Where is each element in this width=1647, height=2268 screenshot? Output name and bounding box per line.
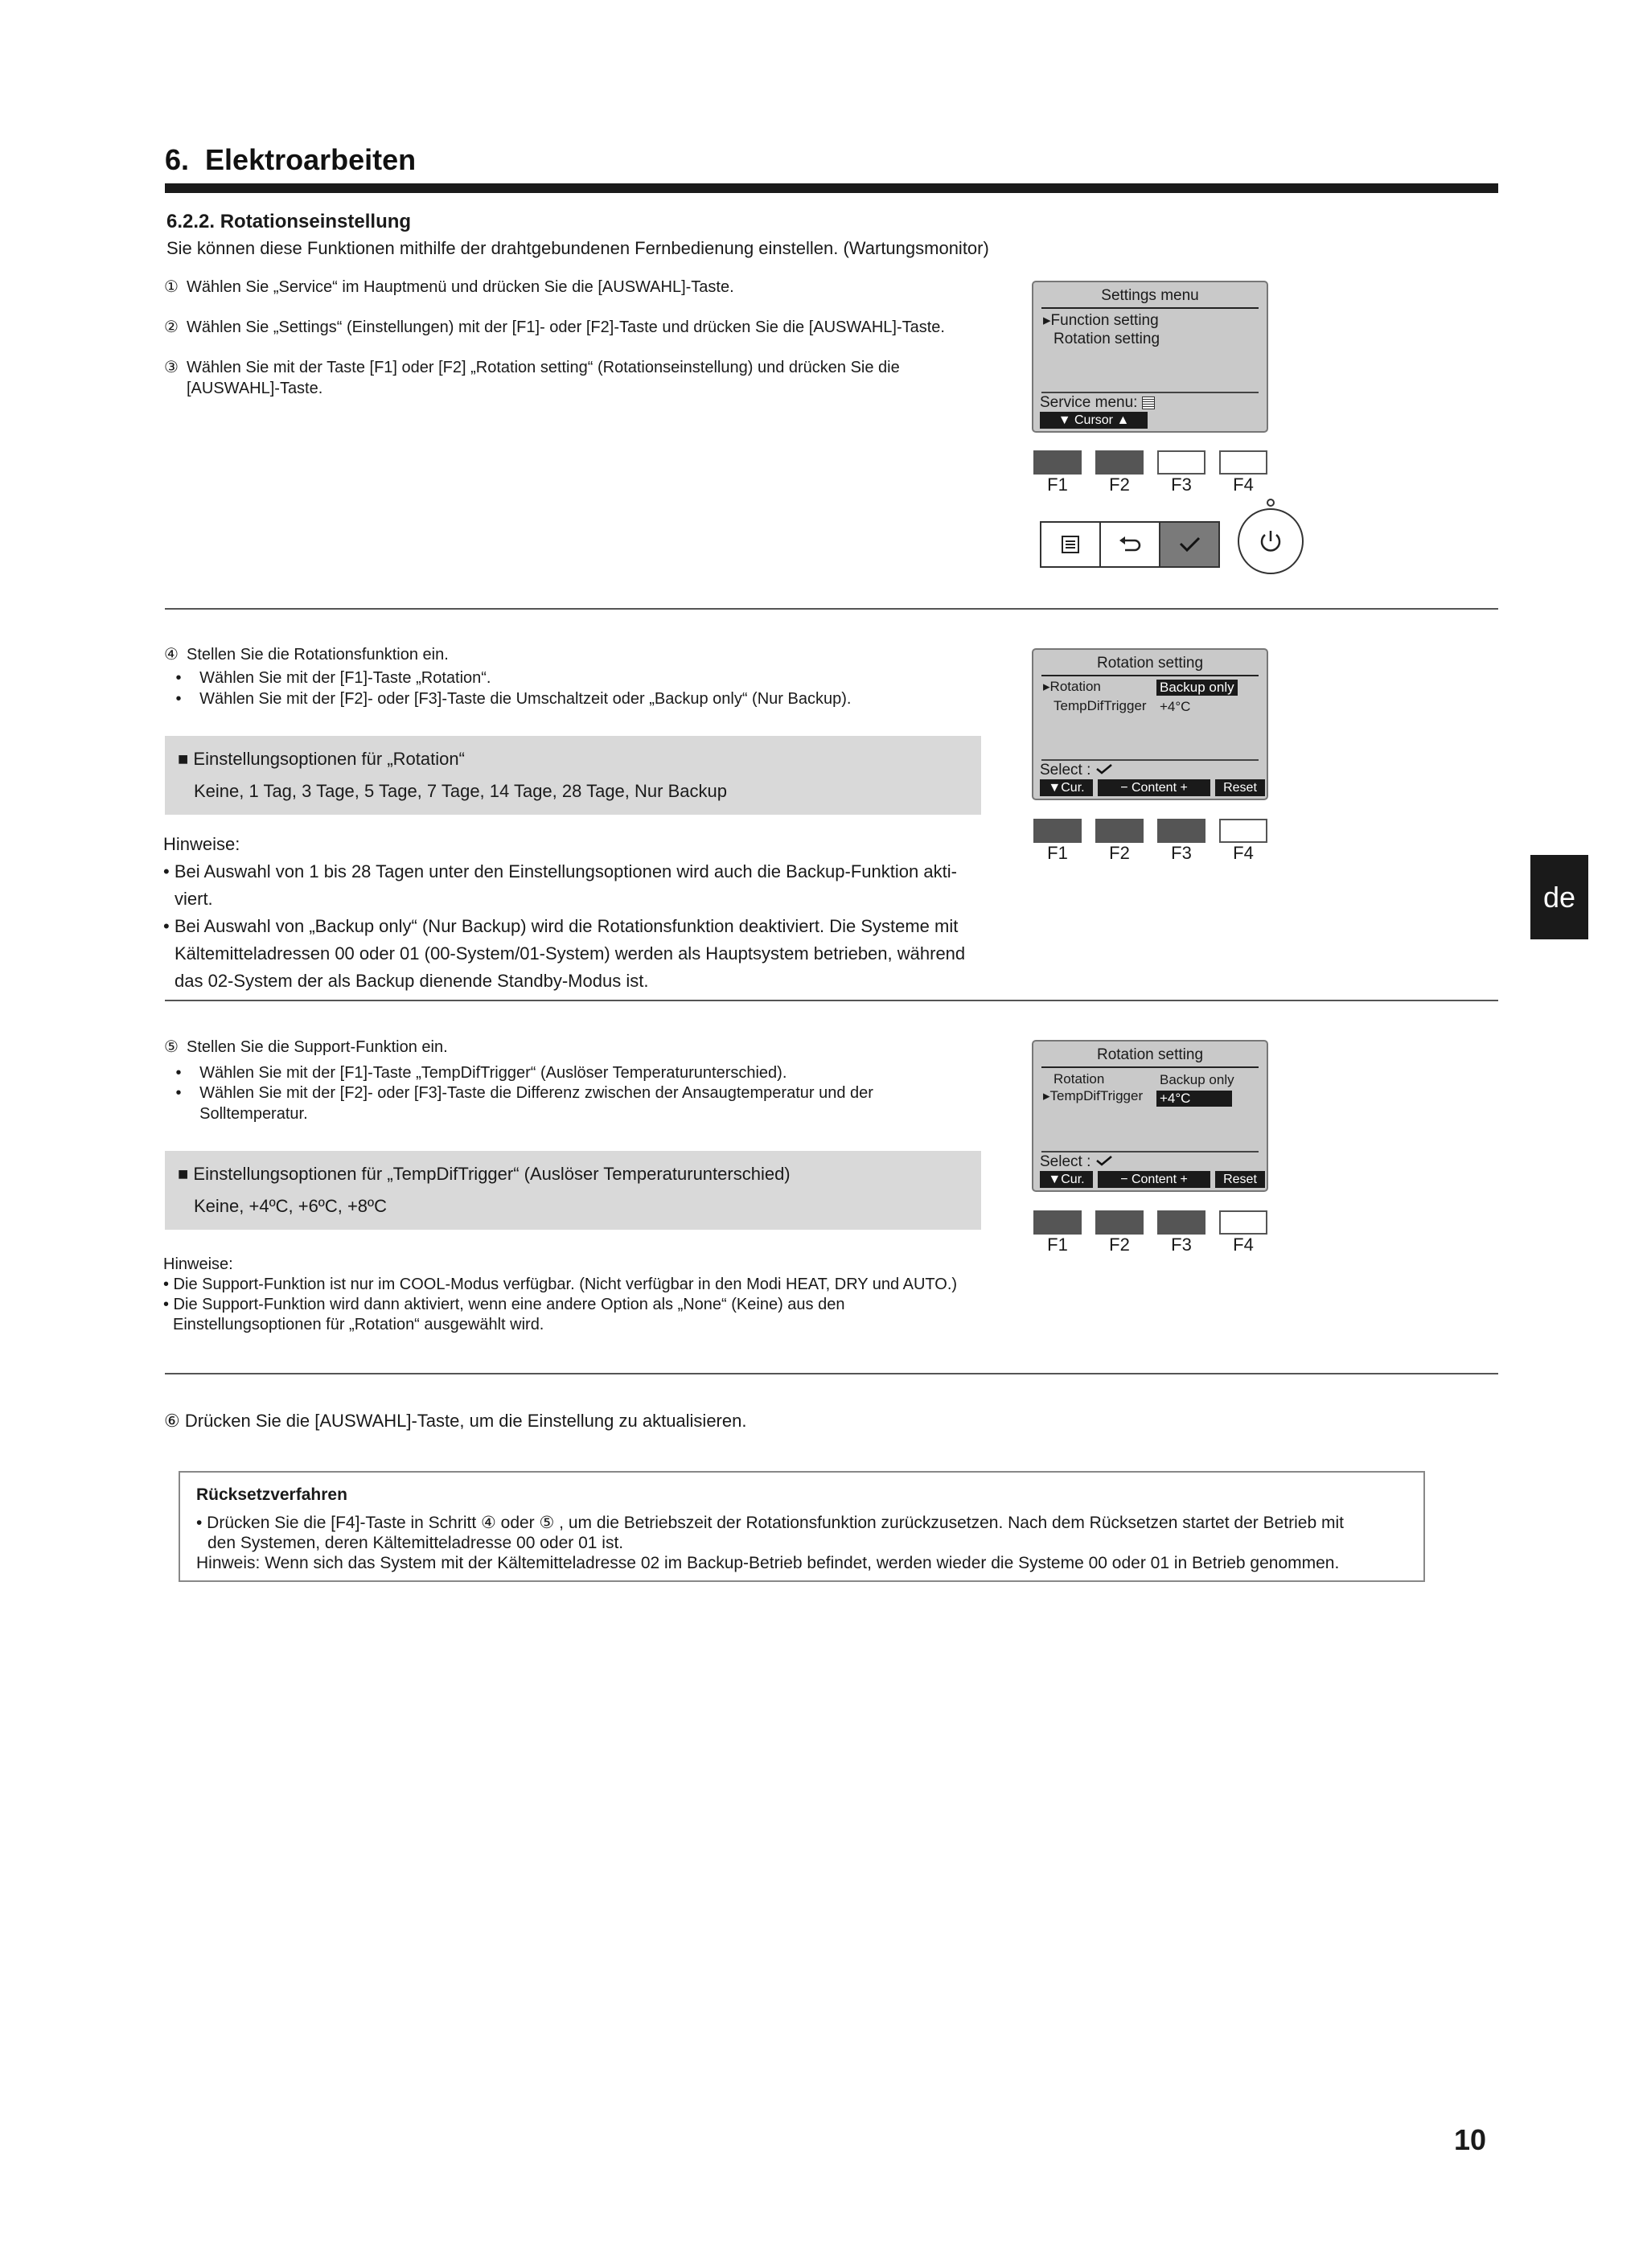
bullet-item: • Wählen Sie mit der [F1]-Taste „TempDifTrigger“ (Auslöser Temperaturunterschied). — [175, 1064, 787, 1082]
lcd-value-selected: +4°C — [1156, 1091, 1232, 1107]
lcd-cur-tag — [1040, 779, 1093, 796]
note-2: • Die Support-Funktion wird dann aktiviert, wenn eine andere Option als „None“ (Keine) aus den — [163, 1296, 845, 1313]
up-arrow-icon: ▲ — [1116, 413, 1130, 427]
step-number: ② — [164, 318, 179, 336]
cursor-arrow-icon: ▸ — [1043, 679, 1050, 694]
section-title: Elektroarbeiten — [205, 143, 417, 176]
reset-line: • Drücken Sie die [F4]-Taste in Schritt ④ oder ⑤ , um die Betriebszeit der Rotationsfunktion zurückzusetzen. Nach dem Rücksetzen startet der Betrieb mit — [196, 1514, 1344, 1532]
f4-key[interactable] — [1219, 819, 1267, 843]
cur-label: Cur. — [1061, 781, 1085, 795]
lcd-row-tempdiftrigger[interactable] — [1043, 1088, 1143, 1104]
options-value: Keine, 1 Tag, 3 Tage, 5 Tage, 7 Tage, 14 Tage, 28 Tage, Nur Backup — [194, 781, 727, 801]
f4-label: F4 — [1233, 475, 1254, 495]
tempdiftrigger-options-box — [165, 1151, 981, 1230]
lcd-content-tag: − Content + — [1098, 1171, 1210, 1188]
step-4 — [164, 644, 449, 665]
reset-hint: Hinweis: Wenn sich das System mit der Kältemitteladresse 02 im Backup-Betrieb befindet, werden wieder die Systeme 00 oder 01 in Betrieb genommen. — [196, 1554, 1340, 1572]
f1-key[interactable] — [1033, 450, 1082, 475]
step-text: Wählen Sie „Service“ im Hauptmenü und drücken Sie die [AUSWAHL]-Taste. — [187, 278, 734, 296]
lcd-footer-rule — [1041, 1151, 1259, 1152]
lcd-row-label: TempDifTrigger — [1049, 1088, 1144, 1103]
check-icon — [1177, 534, 1202, 555]
bullet-item: • Wählen Sie mit der [F2]- oder [F3]-Taste die Differenz zwischen der Ansaugtemperatur und der Solltemperatur. — [175, 1084, 873, 1123]
lcd-row-tempdiftrigger[interactable]: TempDifTrigger — [1054, 698, 1147, 713]
f4-key[interactable] — [1219, 1210, 1267, 1235]
step-text: Stellen Sie die Support-Funktion ein. — [187, 1038, 448, 1056]
language-tab: de — [1530, 855, 1588, 939]
f4-key[interactable] — [1219, 450, 1267, 475]
reset-procedure-box — [179, 1471, 1425, 1582]
step-text: Wählen Sie mit der Taste [F1] oder [F2] „Rotation setting“ (Rotationseinstellung) und drücken Sie die — [187, 359, 900, 376]
return-button[interactable] — [1099, 521, 1160, 568]
f1-label: F1 — [1047, 1235, 1068, 1255]
note-2-cont: Kältemitteladressen 00 oder 01 (00-System/01-System) werden als Hauptsystem betrieben, während — [175, 943, 966, 963]
rotation-options-box — [165, 736, 981, 815]
bullet-text: Wählen Sie mit der [F1]-Taste „TempDifTrigger“ (Auslöser Temperaturunterschied). — [199, 1064, 787, 1082]
lcd-item-label: Function setting — [1050, 312, 1159, 329]
note-1: • Bei Auswahl von 1 bis 28 Tagen unter den Einstellungsoptionen wird auch die Backup-Funktion akti- — [163, 861, 957, 881]
f3-key[interactable] — [1157, 819, 1205, 843]
bullet-text: Wählen Sie mit der [F1]-Taste „Rotation“. — [199, 669, 491, 687]
reset-text — [196, 1513, 1419, 1573]
step-text: Drücken Sie die [AUSWAHL]-Taste, um die Einstellung zu aktualisieren. — [184, 1411, 747, 1431]
note-1: • Die Support-Funktion ist nur im COOL-Modus verfügbar. (Nicht verfügbar in den Modi HEAT, DRY und AUTO.) — [163, 1276, 958, 1293]
lcd-footer — [1040, 394, 1155, 412]
notes-title: Hinweise: — [163, 834, 240, 854]
step-5 — [164, 1037, 448, 1058]
step-text-cont: [AUSWAHL]-Taste. — [187, 380, 323, 397]
cur-label: Cur. — [1061, 1173, 1085, 1186]
lcd-value: Backup only — [1160, 1072, 1234, 1087]
lcd-cursor-tag — [1040, 412, 1148, 429]
step-text: Wählen Sie „Settings“ (Einstellungen) mit der [F1]- oder [F2]-Taste und drücken Sie die [AUSWAHL]-Taste. — [187, 318, 945, 336]
step-6 — [164, 1411, 746, 1432]
f1-key[interactable] — [1033, 1210, 1082, 1235]
lcd-title: Rotation setting — [1096, 655, 1204, 672]
lcd-value-selected: Backup only — [1156, 680, 1238, 696]
note-2-cont: das 02-System der als Backup dienende Standby-Modus ist. — [175, 971, 649, 991]
lcd-footer-label: Service menu: — [1040, 394, 1138, 411]
f2-key[interactable] — [1095, 1210, 1144, 1235]
lcd-footer — [1040, 1153, 1113, 1171]
lcd-row-rotation[interactable] — [1043, 679, 1101, 695]
options-title: ■ Einstellungsoptionen für „TempDifTrigger“ (Auslöser Temperaturunterschied) — [178, 1164, 791, 1184]
f2-label: F2 — [1109, 475, 1130, 495]
bullet-item: • Wählen Sie mit der [F2]- oder [F3]-Taste die Umschaltzeit oder „Backup only“ (Nur Backup). — [175, 690, 852, 708]
lcd-footer-rule — [1041, 759, 1259, 761]
remote-lcd-settings-menu — [1032, 281, 1268, 433]
remote-lcd-rotation-setting — [1032, 648, 1268, 800]
step-1 — [164, 277, 734, 298]
page-number: 10 — [1454, 2123, 1487, 2156]
down-arrow-icon: ▼ — [1048, 1173, 1062, 1186]
f2-label: F2 — [1109, 843, 1130, 863]
lcd-value: +4°C — [1160, 699, 1191, 714]
subsection-intro: Sie können diese Funktionen mithilfe der drahtgebundenen Fernbedienung einstellen. (Wartungsmonitor) — [166, 238, 989, 258]
lcd-row-label: Rotation — [1049, 679, 1101, 694]
step-number: ⑥ — [164, 1411, 180, 1431]
lcd-footer — [1040, 762, 1113, 779]
note-1-cont: viert. — [175, 889, 213, 909]
step-number: ④ — [164, 646, 179, 664]
down-arrow-icon: ▼ — [1058, 413, 1071, 427]
options-title-text: Einstellungsoptionen für „TempDifTrigger“ (Auslöser Temperaturunterschied) — [193, 1164, 791, 1184]
lcd-cur-tag — [1040, 1171, 1093, 1188]
down-arrow-icon: ▼ — [1048, 781, 1062, 795]
lcd-title-rule — [1041, 307, 1259, 309]
step-number: ③ — [164, 359, 179, 376]
lcd-title-rule — [1041, 1066, 1259, 1068]
f1-key[interactable] — [1033, 819, 1082, 843]
f2-key[interactable] — [1095, 450, 1144, 475]
bullet-text: Wählen Sie mit der [F2]- oder [F3]-Taste die Umschaltzeit oder „Backup only“ (Nur Backup). — [199, 690, 852, 708]
lcd-reset-tag: Reset — [1215, 779, 1265, 796]
options-value: Keine, +4ºC, +6ºC, +8ºC — [194, 1196, 387, 1216]
section-number: 6. — [165, 143, 190, 176]
support-notes — [163, 1255, 1048, 1335]
power-icon — [1257, 528, 1284, 555]
subsection-title: 6.2.2. Rotationseinstellung — [166, 211, 412, 232]
reset-line-cont: den Systemen, deren Kältemitteladresse 00 oder 01 ist. — [207, 1534, 624, 1552]
step-3 — [164, 357, 900, 399]
menu-button[interactable] — [1040, 521, 1101, 568]
f3-key[interactable] — [1157, 1210, 1205, 1235]
f3-key[interactable] — [1157, 450, 1205, 475]
power-button[interactable] — [1238, 508, 1304, 574]
return-icon — [1117, 534, 1143, 555]
lcd-title: Rotation setting — [1096, 1046, 1204, 1063]
bullet-text: Wählen Sie mit der [F2]- oder [F3]-Taste die Differenz zwischen der Ansaugtemperatur und der — [199, 1084, 873, 1102]
cursor-arrow-icon: ▸ — [1043, 312, 1051, 329]
section-divider — [165, 608, 1498, 610]
select-button[interactable] — [1159, 521, 1220, 568]
note-2-cont: Einstellungsoptionen für „Rotation“ ausgewählt wird. — [173, 1316, 544, 1333]
lcd-title: Settings menu — [1101, 287, 1199, 304]
step-2 — [164, 317, 945, 338]
check-icon — [1095, 763, 1113, 774]
check-icon — [1095, 1155, 1113, 1166]
step-number: ① — [164, 278, 179, 296]
menu-icon — [1060, 534, 1081, 555]
step-number: ⑤ — [164, 1038, 179, 1056]
lcd-title-rule — [1041, 675, 1259, 676]
bullet-text-cont: Solltemperatur. — [199, 1105, 308, 1123]
cursor-label: Cursor — [1074, 413, 1113, 427]
step-text: Stellen Sie die Rotationsfunktion ein. — [187, 646, 449, 664]
f3-label: F3 — [1171, 1235, 1192, 1255]
section-divider — [165, 1373, 1498, 1374]
section-heading — [165, 143, 416, 177]
section-divider — [165, 1000, 1498, 1001]
notes-title: Hinweise: — [163, 1255, 233, 1273]
heading-rule — [165, 183, 1498, 193]
remote-lcd-tempdiftrigger — [1032, 1040, 1268, 1192]
rotation-notes — [163, 831, 981, 995]
f2-key[interactable] — [1095, 819, 1144, 843]
power-led — [1267, 499, 1275, 507]
f1-label: F1 — [1047, 475, 1068, 495]
lcd-menu-item-rotation-setting[interactable]: Rotation setting — [1054, 331, 1160, 347]
lcd-select-label: Select : — [1040, 762, 1091, 779]
lcd-menu-item-function-setting[interactable] — [1043, 311, 1159, 330]
lcd-content-tag: − Content + — [1098, 779, 1210, 796]
f1-label: F1 — [1047, 843, 1068, 863]
note-2: • Bei Auswahl von „Backup only“ (Nur Backup) wird die Rotationsfunktion deaktiviert. Die Systeme mit — [163, 916, 959, 936]
lcd-select-label: Select : — [1040, 1153, 1091, 1170]
f2-label: F2 — [1109, 1235, 1130, 1255]
f4-label: F4 — [1233, 1235, 1254, 1255]
f3-label: F3 — [1171, 843, 1192, 863]
lcd-reset-tag: Reset — [1215, 1171, 1265, 1188]
service-menu-icon — [1142, 396, 1155, 409]
f3-label: F3 — [1171, 475, 1192, 495]
cursor-arrow-icon: ▸ — [1043, 1088, 1050, 1103]
lcd-row-rotation[interactable]: Rotation — [1054, 1071, 1105, 1087]
options-title-text: Einstellungsoptionen für „Rotation“ — [193, 749, 465, 769]
f4-label: F4 — [1233, 843, 1254, 863]
bullet-item: • Wählen Sie mit der [F1]-Taste „Rotation“. — [175, 669, 491, 687]
lcd-footer-rule — [1041, 392, 1259, 393]
options-title: ■ Einstellungsoptionen für „Rotation“ — [178, 749, 465, 769]
reset-title: Rücksetzverfahren — [196, 1485, 347, 1504]
